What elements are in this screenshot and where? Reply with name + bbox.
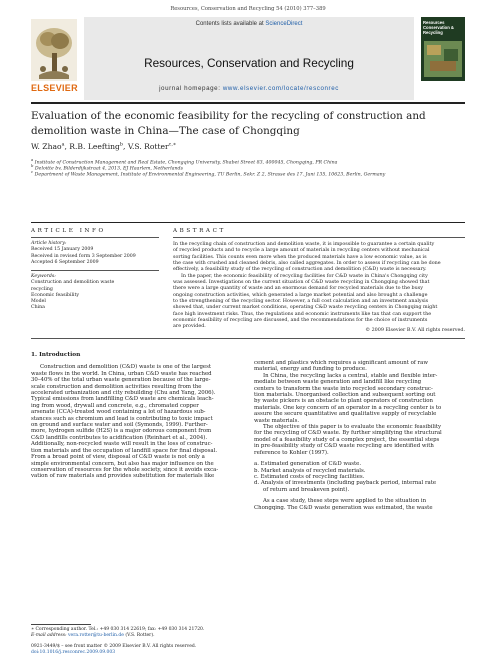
body-line: tion materials and the occupation of landfill space for final disposal. (31, 447, 218, 454)
abstract-line: sorting facilities. This counts even more when the produced materials have a low economic value, as is (173, 253, 427, 260)
abstract-bottom-rule (31, 338, 465, 339)
body-line: stances such as chromium and lead is contributing to toxic impact (31, 415, 213, 422)
history-revised: Received in revised form 3 September 2009 (31, 253, 136, 259)
article-info-heading: ARTICLE INFO (31, 228, 106, 234)
body-line: Typical emissions from landfilling C&D waste are chemicals leach- (31, 396, 214, 403)
body-line: Chongqing. The C&D waste generation was estimated, the waste (254, 504, 433, 511)
body-column-left (31, 352, 241, 480)
body-line: centers to transform the waste into recycled secondary construc- (254, 385, 433, 392)
cover-image (424, 41, 462, 77)
body-line: The objective of this paper is to evaluate the economic feasibility (263, 424, 442, 431)
sciencedirect-link[interactable]: ScienceDirect (265, 21, 303, 27)
body-line: Additionally, non-recycled waste will result in the loss of construc- (31, 441, 213, 448)
article-history (31, 241, 151, 266)
abstract-line: to the strengthening of the recycling sector. However, a full cost calculation and an investment analysis (173, 298, 429, 305)
front-matter-divider (31, 222, 465, 223)
affiliation-c: $^c$ Department of Waste Management, Institute of Environmental Engineering, TU Berlin, Sekr. Z 2, Strasse des 17. Juni 135, 10623, Berlin, Germany (31, 169, 386, 178)
masthead-divider (31, 102, 465, 104)
email-link[interactable]: vera.rotter@tu-berlin.de (67, 633, 124, 638)
author-1[interactable]: W. Zhao$^a$ (31, 142, 65, 151)
history-accepted: Accepted 6 September 2009 (31, 259, 99, 265)
body-line: In China, the recycling lacks a central, stable and flexible inter- (263, 372, 438, 379)
author-2[interactable]: R.B. Leefting$^b$ (69, 142, 123, 151)
abstract-line: was assessed. Investigations on the current situation of C&D waste recycling in Chongqing showed that (173, 279, 430, 286)
abstract-line: of recycled products and to recycle a large amount of materials in recycling centers without mechanical (173, 247, 430, 254)
body-line: reference to Kohler (1997). (254, 449, 329, 456)
article-info-rule (31, 237, 159, 238)
footnote-rule (31, 624, 91, 625)
elsevier-tree-icon (31, 19, 77, 81)
email-label: E-mail address: (31, 633, 68, 638)
abstract-line: In the recycling chain of construction and demolition waste, it is impossible to guarantee a certain quality (173, 241, 435, 247)
publisher-logo-text: ELSEVIER (31, 83, 78, 93)
abstract-line: are provided. (173, 323, 206, 330)
journal-banner (84, 17, 414, 100)
author-3[interactable]: V.S. Rotter$^{c,∗}$ (127, 142, 177, 151)
body-line: 30–40% of the total urban waste generation because of the large- (31, 377, 211, 384)
body-line: From a broad point of view, disposal of C&D waste is not only a (31, 454, 205, 461)
abstract-line: effectively, a feasibility study of the recycling of construction and demolition (C&D) waste is necessary. (173, 266, 427, 273)
footnote-contact: ∗ Corresponding author. Tel.: +49 030 314 22619; fax: +49 030 314 21720. (31, 627, 205, 632)
body-line: by waste pickers is an obstacle to plant operators of construction (254, 398, 433, 405)
contents-line (84, 21, 414, 27)
contents-prefix: Contents lists available at (195, 21, 266, 27)
body-line: waste flows in the world. In China, urban C&D waste has reached (31, 370, 212, 377)
body-line: As a case study, these steps were applied to the situation in (263, 498, 427, 505)
doi-link[interactable]: doi:10.1016/j.resconrec.2009.09.003 (31, 650, 116, 656)
homepage-prefix: journal homepage: (159, 85, 223, 92)
abstract-line: ongoing construction activities, which generated a large market potential and also brought a challenge (173, 291, 428, 298)
abstract-line: there were a large quantity of waste and an enormous demand for recycled materials due to the busy (173, 285, 423, 292)
keyword-1[interactable]: Construction and demolition waste (31, 280, 115, 286)
article-title-line-2: demolition waste in China—The case of Chongqing (31, 124, 300, 137)
homepage-link[interactable]: www.elsevier.com/locate/resconrec (222, 85, 339, 92)
abstract-line: showed that, under current market conditions, operating C&D waste recycling centers in Chongqing might (173, 304, 438, 311)
abstract-line: In the paper, the economic feasibility of recycling facilities for C&D waste in China's Chongqing city (181, 272, 428, 279)
abstract-rule (173, 237, 465, 238)
body-line: on ground and surface water and soil (Symonds, 1999). Further- (31, 422, 208, 429)
email-suffix: (V.S. Rotter). (123, 633, 155, 638)
journal-title: Resources, Conservation and Recycling (144, 56, 354, 70)
journal-cover-thumbnail[interactable] (421, 17, 465, 81)
body-line: C&D landfills contributes to acidification (Reinhart et al., 2004). (31, 434, 208, 441)
abstract-line: economic feasibility of recycling are discussed, and the recommendations for the choice of instruments (173, 317, 428, 324)
keyword-4[interactable]: Model (31, 299, 46, 305)
abstract-line: face high investment risks. Thus, the regulations and economic instruments like tax that can support the (173, 310, 432, 317)
list-item: b. Market analysis of recycled materials. (254, 467, 366, 474)
abstract-copyright: © 2009 Elsevier B.V. All rights reserved. (365, 327, 465, 333)
elsevier-logo[interactable] (31, 17, 77, 100)
front-matter-info (31, 644, 251, 656)
issn-line: 0921-3449/$ – see front matter © 2009 Elsevier B.V. All rights reserved. (31, 644, 197, 649)
body-line: model of a feasibility study of a complex project, the essential steps (254, 436, 440, 443)
keyword-3[interactable]: Economic feasibility (31, 292, 80, 298)
body-line: ing from wood, drywall and concrete, e.g., chromated copper (31, 402, 199, 409)
body-line: tion materials. Unorganised collection and subsequent sorting out (254, 392, 436, 399)
body-line: scale construction and demolition activities resulting from the (31, 383, 202, 390)
body-line: simple environmental concern, but also has major influence on the (31, 460, 214, 467)
body-line: mediate between waste generation and landfill like recycling (254, 379, 422, 386)
body-column-right (254, 360, 464, 511)
list-item: c. Estimated costs of recycling facilities. (254, 473, 365, 480)
body-line: cement and plastics which requires a significant amount of raw (254, 360, 428, 366)
journal-masthead (31, 17, 465, 100)
cover-title: Resources Conservation & Recycling (423, 20, 454, 35)
keyword-5[interactable]: China (31, 305, 45, 311)
corresponding-author-footnote (31, 627, 241, 639)
introduction-heading: 1. Introduction (31, 352, 81, 358)
body-line: waste materials. (254, 417, 300, 424)
footnote-email-line (31, 633, 241, 639)
abstract-text (173, 241, 465, 330)
history-received: Received 15 January 2009 (31, 247, 94, 253)
body-line: materials. One key concern of an operator in a recycling center is to (254, 404, 442, 411)
history-label: Article history: (31, 241, 67, 246)
body-line: in pre-feasibility study of C&D waste recycling are identified with (254, 443, 434, 450)
body-line: vation of raw materials and provides substitution for materials like (31, 473, 215, 480)
body-line: conservation of resources for the whole society, since it avoids exca- (31, 466, 219, 473)
abstract-line: the case with crushed and cleaned debris, also called aggregates. In order to assess if recycling can be done (173, 260, 441, 267)
keywords-rule (31, 270, 159, 271)
affiliation-a: $^a$ Institute of Construction Management and Real Estate, Chongqing University, Shabei Street 83, 400045, Chongqing, PR China (31, 157, 338, 166)
body-line: for the recycling of C&D waste. By further simplifying the structural (254, 430, 442, 437)
list-item-continuation: of return and breakeven point). (263, 486, 350, 493)
list-item: d. Analysis of investments (including payback period, internal rate (254, 480, 437, 487)
article-title (31, 109, 465, 138)
running-head: Resources, Conservation and Recycling 54 (2010) 377–389 (170, 6, 326, 12)
keyword-2[interactable]: recycling (31, 286, 53, 292)
abstract-heading: ABSTRACT (173, 228, 226, 234)
keywords-label: Keywords: (31, 274, 56, 279)
article-title-line-1: Evaluation of the economic feasibility for the recycling of construction and (31, 110, 426, 122)
body-line: assure the secure quantitative and qualitative supply of recyclable (254, 411, 437, 418)
body-line: material, energy and funding to produce. (254, 366, 367, 373)
list-item: a. Estimated generation of C&D waste. (254, 461, 362, 468)
body-line: accelerated urbanization and city rebuilding (Chu and Yang, 2006). (31, 390, 216, 397)
body-line: Construction and demolition (C&D) waste is one of the largest (40, 364, 212, 371)
affiliation-b: $^b$ Deloitte bv, Bilderdijkstraat 4, 2013, EJ Haarlem, Netherlands (31, 163, 183, 172)
keywords-block (31, 274, 151, 312)
author-list: W. Zhao$^a$, R.B. Leefting$^b$, V.S. Rotter$^{c,∗}$ (31, 142, 177, 151)
body-line: arsenate (CCA)-treated wood containing a lot of hazardous sub- (31, 409, 206, 416)
body-line: more, hydrogen sulfide (H2S) is a major odorous component from (31, 428, 212, 435)
journal-homepage (84, 85, 414, 92)
